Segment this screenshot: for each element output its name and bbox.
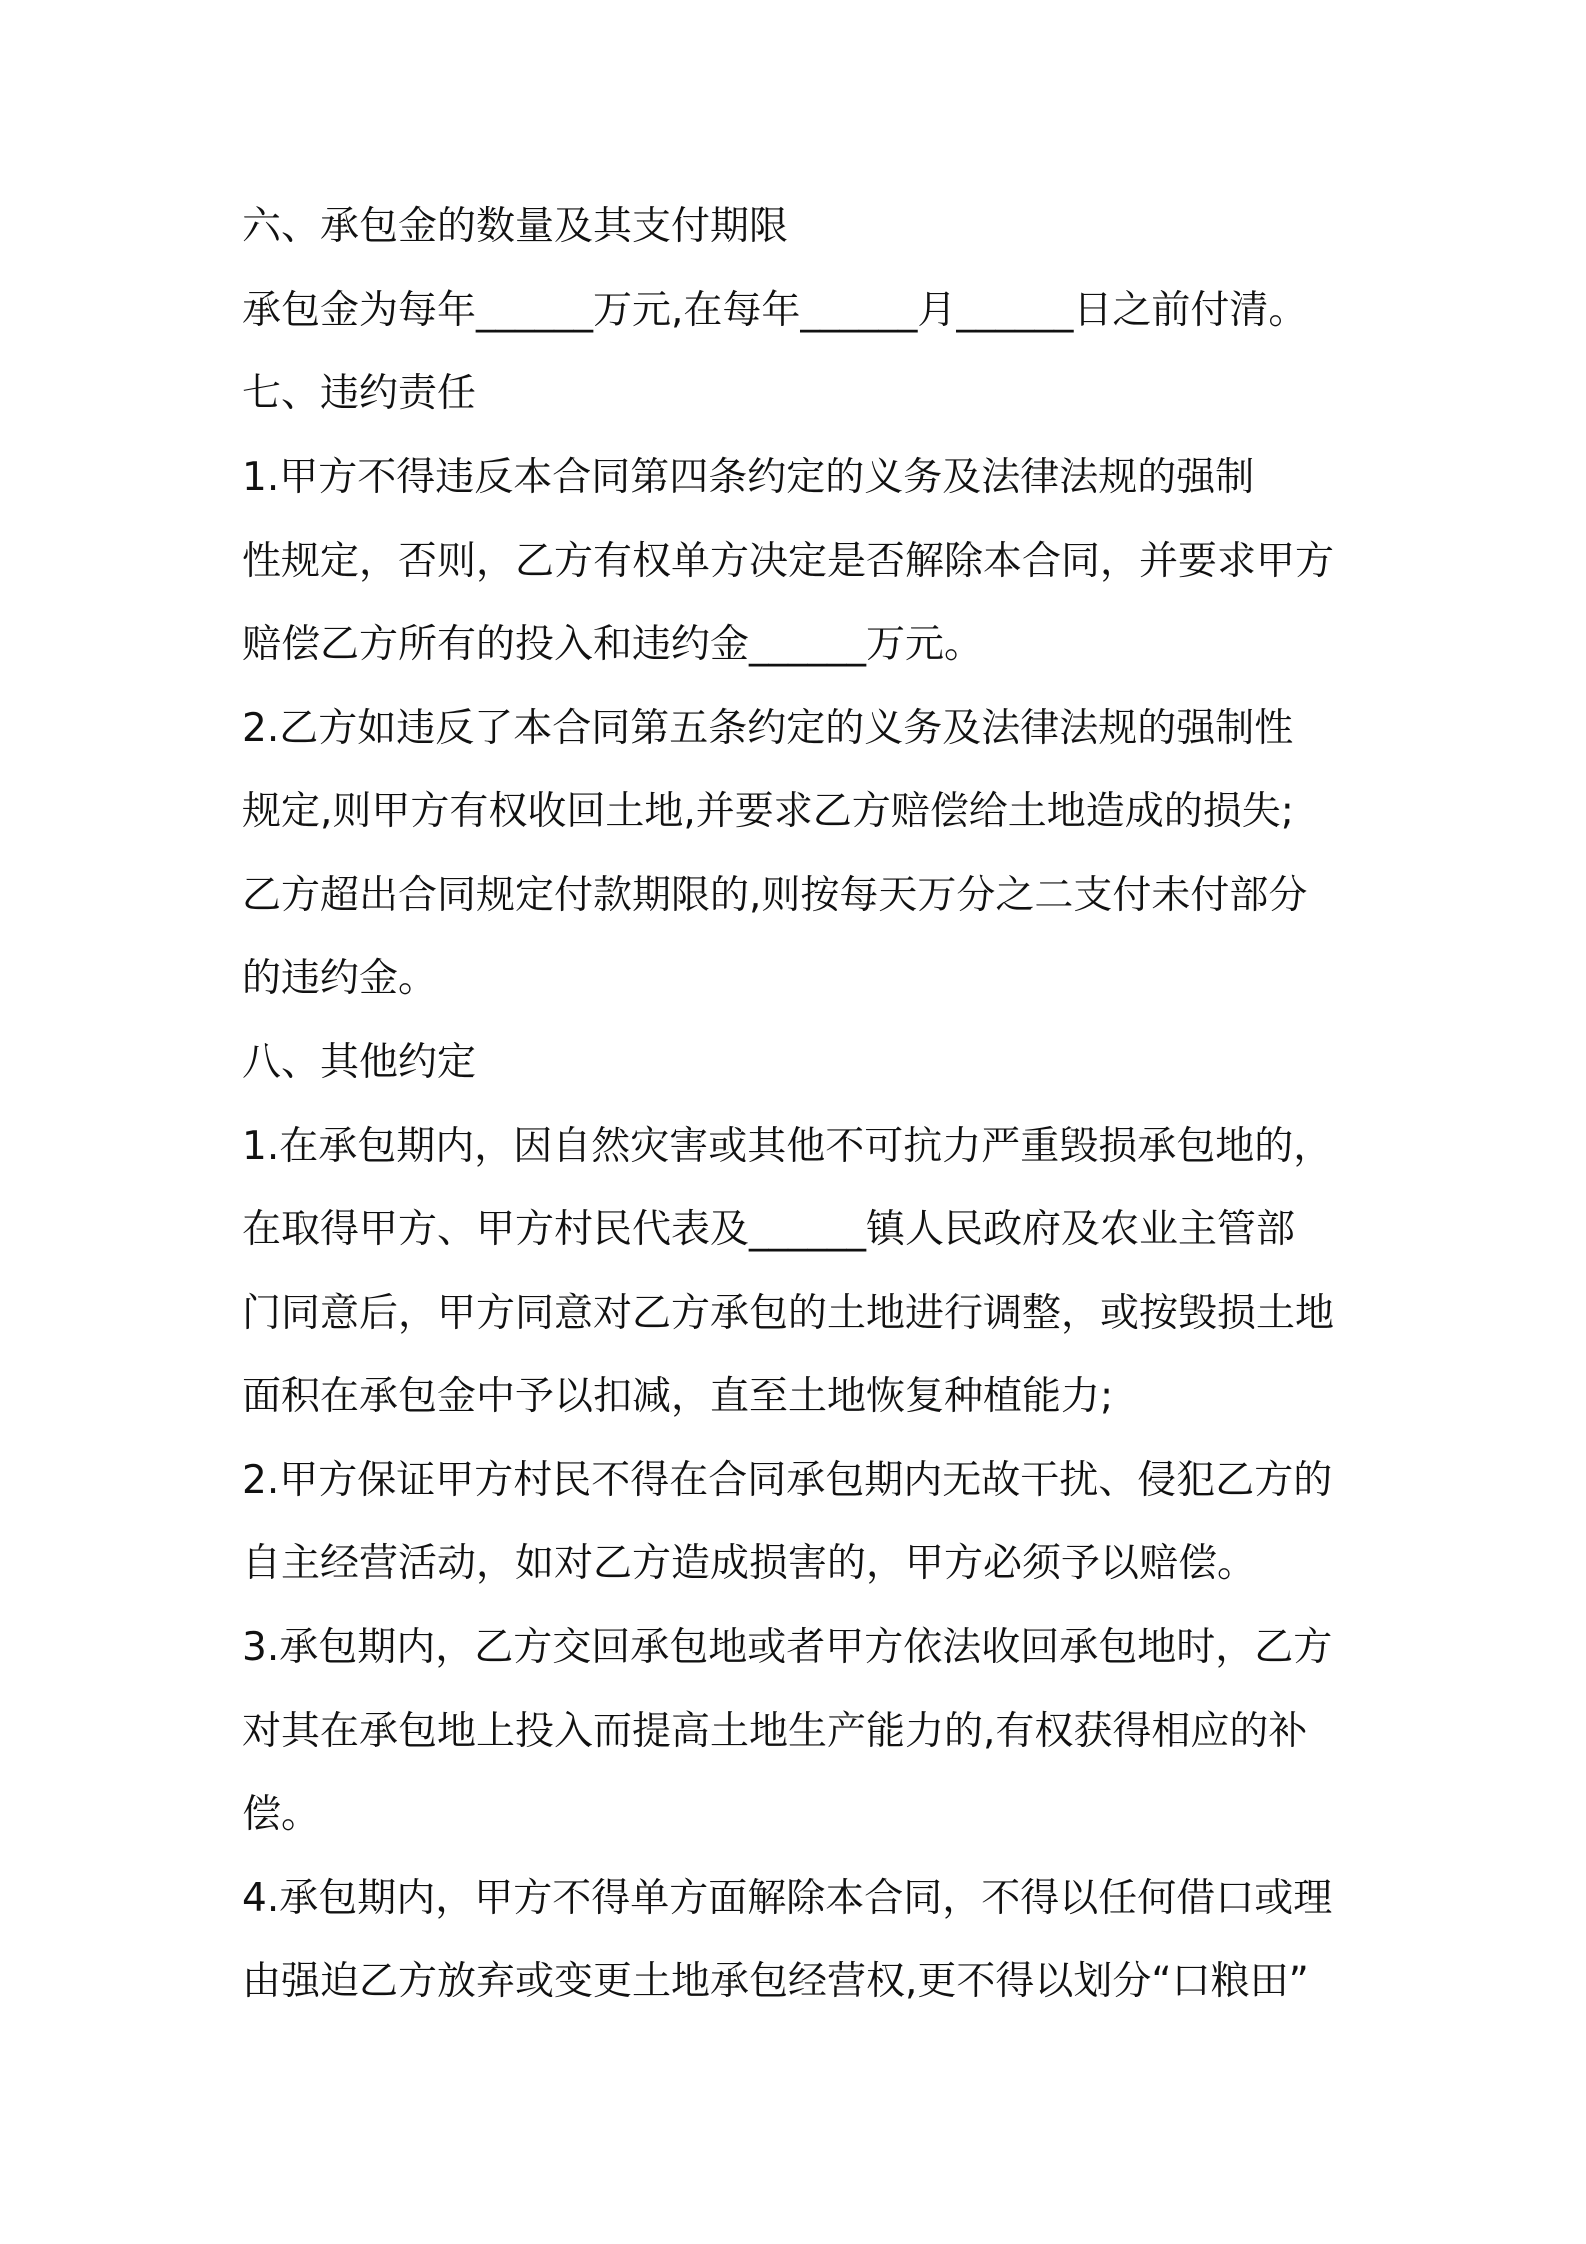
section-8-heading: 八、其他约定 [242, 1040, 477, 1085]
contract-text-line: 由强迫乙方放弃或变更土地承包经营权,更不得以划分“口粮田” [242, 1959, 1309, 2004]
contract-text-line: 面积在承包金中予以扣减，直至土地恢复种植能力; [242, 1374, 1114, 1419]
section-7-heading: 七、违约责任 [242, 371, 477, 416]
contract-text-line: 2.乙方如违反了本合同第五条约定的义务及法律法规的强制性 [242, 706, 1294, 751]
section-6-heading: 六、承包金的数量及其支付期限 [242, 204, 789, 249]
contract-text-line: 承包金为每年______万元,在每年______月______日之前付清。 [242, 288, 1308, 333]
contract-text-line: 乙方超出合同规定付款期限的,则按每天万分之二支付未付部分 [242, 873, 1308, 918]
contract-text-line: 3.承包期内，乙方交回承包地或者甲方依法收回承包地时，乙方 [242, 1625, 1333, 1670]
contract-text-line: 门同意后，甲方同意对乙方承包的土地进行调整，或按毁损土地 [242, 1291, 1335, 1336]
contract-text-line: 1.甲方不得违反本合同第四条约定的义务及法律法规的强制 [242, 455, 1255, 500]
contract-text-line: 4.承包期内，甲方不得单方面解除本合同，不得以任何借口或理 [242, 1876, 1333, 1921]
contract-text-line: 自主经营活动，如对乙方造成损害的，甲方必须予以赔偿。 [242, 1541, 1257, 1586]
contract-text-line: 的违约金。 [242, 956, 438, 1001]
contract-text-line: 2.甲方保证甲方村民不得在合同承包期内无故干扰、侵犯乙方的 [242, 1458, 1333, 1503]
contract-text-line: 规定,则甲方有权收回土地,并要求乙方赔偿给土地造成的损失; [242, 789, 1294, 834]
contract-text-line: 偿。 [242, 1792, 321, 1837]
contract-text-line: 在取得甲方、甲方村民代表及______镇人民政府及农业主管部 [242, 1207, 1296, 1252]
contract-text-line: 1.在承包期内，因自然灾害或其他不可抗力严重毁损承包地的， [242, 1124, 1333, 1169]
contract-text-line: 性规定，否则，乙方有权单方决定是否解除本合同，并要求甲方 [242, 539, 1335, 584]
contract-text-line: 赔偿乙方所有的投入和违约金______万元。 [242, 622, 984, 667]
contract-text-line: 对其在承包地上投入而提高土地生产能力的,有权获得相应的补 [242, 1709, 1308, 1754]
